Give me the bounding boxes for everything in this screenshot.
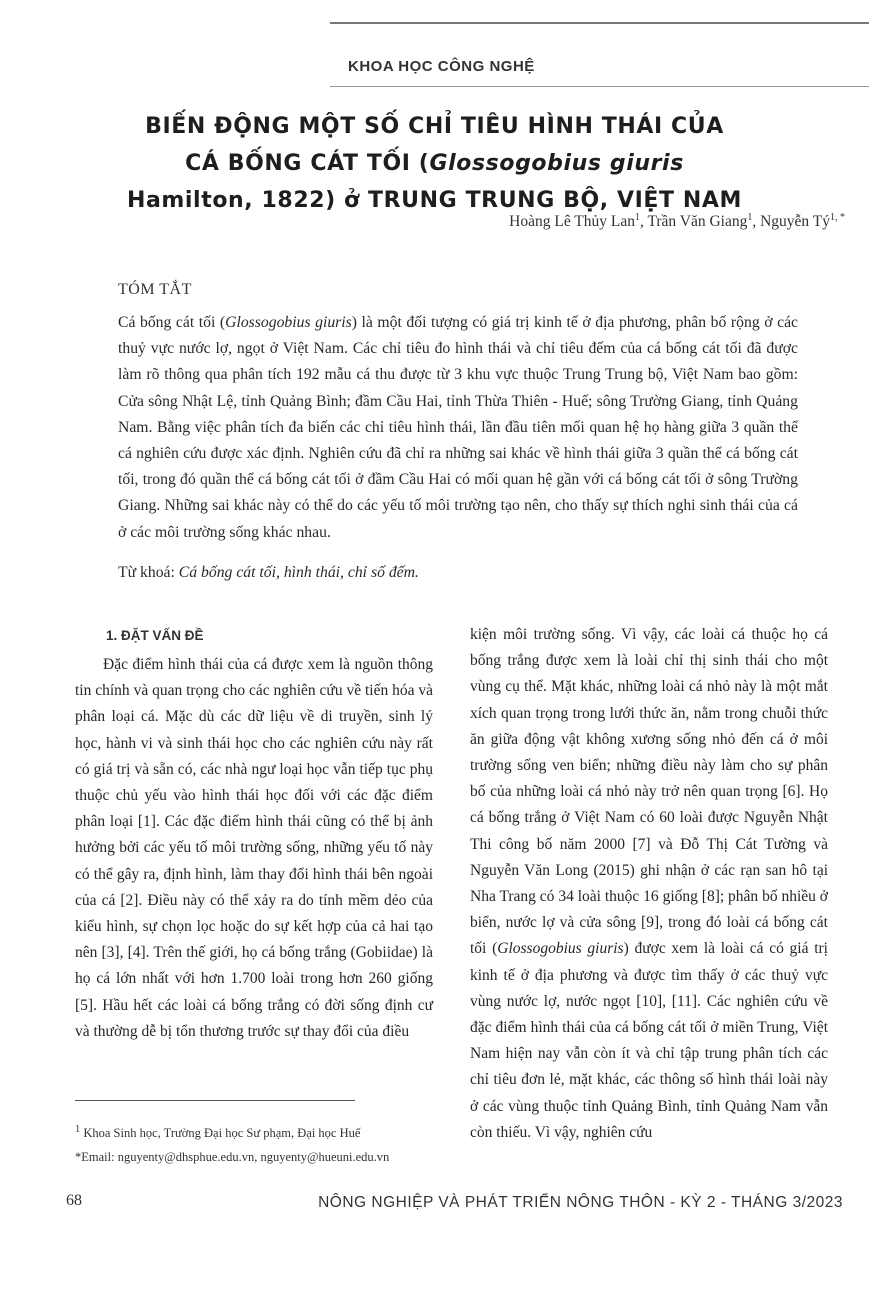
author-3-affiliation: 1, * xyxy=(830,212,845,223)
author-1: Hoàng Lê Thủy Lan xyxy=(509,213,635,231)
keywords xyxy=(118,564,419,582)
article-title xyxy=(40,108,829,219)
footnote-affiliation xyxy=(75,1124,360,1141)
page-number: 68 xyxy=(66,1192,82,1209)
footnote-affiliation-marker: 1 xyxy=(75,1124,81,1135)
footnote-divider xyxy=(75,1100,355,1101)
abstract-body: ) là một đối tượng có giá trị kinh tế ở địa phương, phân bố rộng ở các thuỷ vực nước lợ, ngọt ở Việt Nam. Các chỉ tiêu đo hình thái và chỉ tiêu đếm của cá bống cát tối đã được làm rõ thông qua phân tích 192 mẫu cá thu được từ 3 khu vực thuộc Trung Trung bộ, Việt Nam bao gồm: Cửa sông Nhật Lệ, tỉnh Quảng Bình; đầm Cầu Hai, tỉnh Thừa Thiên - Huế; sông Trường Giang, tỉnh Quảng Nam. Bằng việc phân tích đa biến các chỉ tiêu hình thái, lần đầu tiên mối quan hệ họ hàng giữa 3 quần thể cá nghiên cứu được xác định. Nghiên cứu đã chỉ ra những sai khác về hình thái giữa 3 quần thể cá bống cát tối, trong đó quần thể cá bống cát tối ở đầm Cầu Hai có mối quan hệ gần với cá bống cát tối ở sông Trường Giang. Những sai khác này có thể do các yếu tố môi trường tạo nên, cho thấy sự thích nghi sinh thái của cá ở các môi trường sống khác nhau. xyxy=(118,314,798,541)
author-3: , Nguyễn Tý xyxy=(752,213,830,231)
header-top-rule xyxy=(330,22,869,24)
section-heading: KHOA HỌC CÔNG NGHỆ xyxy=(348,58,535,75)
intro-right-species-italic: Glossogobius giuris xyxy=(497,940,624,958)
abstract-heading: TÓM TẮT xyxy=(118,281,192,298)
keywords-list: Cá bống cát tối, hình thái, chỉ số đếm. xyxy=(174,564,419,581)
abstract-start: Cá bống cát tối ( xyxy=(118,314,226,331)
author-1-affiliation: 1 xyxy=(635,212,640,223)
author-2-affiliation: 1 xyxy=(747,212,753,223)
header-bottom-rule xyxy=(330,86,869,87)
title-line-3: Hamilton, 1822) ở TRUNG TRUNG BỘ, VIỆT NAM xyxy=(126,188,743,213)
abstract-species-italic: Glossogobius giuris xyxy=(225,314,352,331)
author-2: , Trần Văn Giang xyxy=(640,213,748,231)
intro-right-part-1: kiện môi trường sống. Vì vậy, các loài cá thuộc họ cá bống trắng được xem là loài chỉ thị sinh thái cho một vùng cụ thể. Mặt khác, những loài cá nhỏ này là một mắt xích quan trọng trong lưới thức ăn, nằm trong chuỗi thức ăn giữa động vật không xương sống nhỏ đến cá ở môi trường sống ven biển; những điều này làm cho sự phân bố của những loài cá nhỏ này trở nên quan trọng [6]. Họ cá bống trắng ở Việt Nam có 60 loài được Nguyễn Nhật Thi công bố năm 2000 [7] và Đỗ Thị Cát Tường và Nguyễn Văn Long (2015) ghi nhận ở các rạn san hô tại Nha Trang có 34 loài thuộc 16 giống [8]; phân bố nhiều ở biển, nước lợ và cửa sông [9], trong đó loài cá bống cát tối ( xyxy=(470,626,828,958)
intro-paragraph-left: Đặc điểm hình thái của cá được xem là nguồn thông tin chính và quan trọng cho các nghiên cứu về tiến hóa và phân loại cá. Mặc dù các dữ liệu về di truyền, sinh lý học, hành vi và sinh thái học cho các nghiên cứu này rất có giá trị và sẵn có, các nhà ngư loại học vẫn tiếp tục phụ thuộc chủ yếu vào hình thái học đối với các đặc điểm phân loại [1]. Các đặc điểm hình thái cũng có thể bị ảnh hưởng bởi các yếu tố môi trường sống, những yếu tố này có thể gây ra, định hình, làm thay đổi hình thái bên ngoài của cá [2]. Điều này có thể xảy ra do tính mềm dẻo của kiểu hình, sự chọn lọc hoặc do sự kết hợp của cả hai tạo nên [3], [4]. Trên thế giới, họ cá bống trắng (Gobiidae) là họ cá lớn nhất với hơn 1.700 loài trong hơn 260 giống [5]. Hầu hết các loài cá bống trắng có đời sống định cư và thường dễ bị tổn thương trước sự thay đổi của điều xyxy=(75,656,433,1040)
abstract-text xyxy=(118,310,798,546)
title-line-2-prefix: CÁ BỐNG CÁT TỐI ( xyxy=(185,151,430,176)
title-species-italic: Glossogobius giuris xyxy=(429,151,684,176)
title-line-1: BIẾN ĐỘNG MỘT SỐ CHỈ TIÊU HÌNH THÁI CỦA xyxy=(145,114,724,139)
intro-right-part-2: ) được xem là loài cá có giá trị kinh tế ở địa phương và được tìm thấy ở các thuỷ vực vùng nước lợ, nước ngọt [10], [11]. Các nghiên cứu về đặc điểm hình thái của cá bống cát tối ở miền Trung, Việt Nam hiện nay vẫn còn ít và chỉ tập trung phân tích các chỉ tiêu đơn lẻ, mặt khác, các thông số hình thái loài này ở các vùng thuộc tỉnh Quảng Bình, tỉnh Quảng Nam vẫn còn thiếu. Vì vậy, nghiên cứu xyxy=(470,940,828,1141)
keywords-label: Từ khoá: xyxy=(118,564,175,581)
journal-footer: NÔNG NGHIỆP VÀ PHÁT TRIỂN NÔNG THÔN - KỲ 2 - THÁNG 3/2023 xyxy=(318,1194,843,1211)
section-1-heading: 1. ĐẶT VẤN ĐỀ xyxy=(106,628,204,643)
footnote-email: *Email: nguyenty@dhsphue.edu.vn, nguyenty@hueuni.edu.vn xyxy=(75,1150,390,1164)
intro-paragraph-right xyxy=(470,622,828,1146)
body-column-right xyxy=(470,622,828,1146)
footnote-affiliation-text: Khoa Sinh học, Trường Đại học Sư phạm, Đại học Huế xyxy=(80,1126,361,1141)
author-list xyxy=(509,212,845,231)
body-column-left xyxy=(75,652,433,1045)
